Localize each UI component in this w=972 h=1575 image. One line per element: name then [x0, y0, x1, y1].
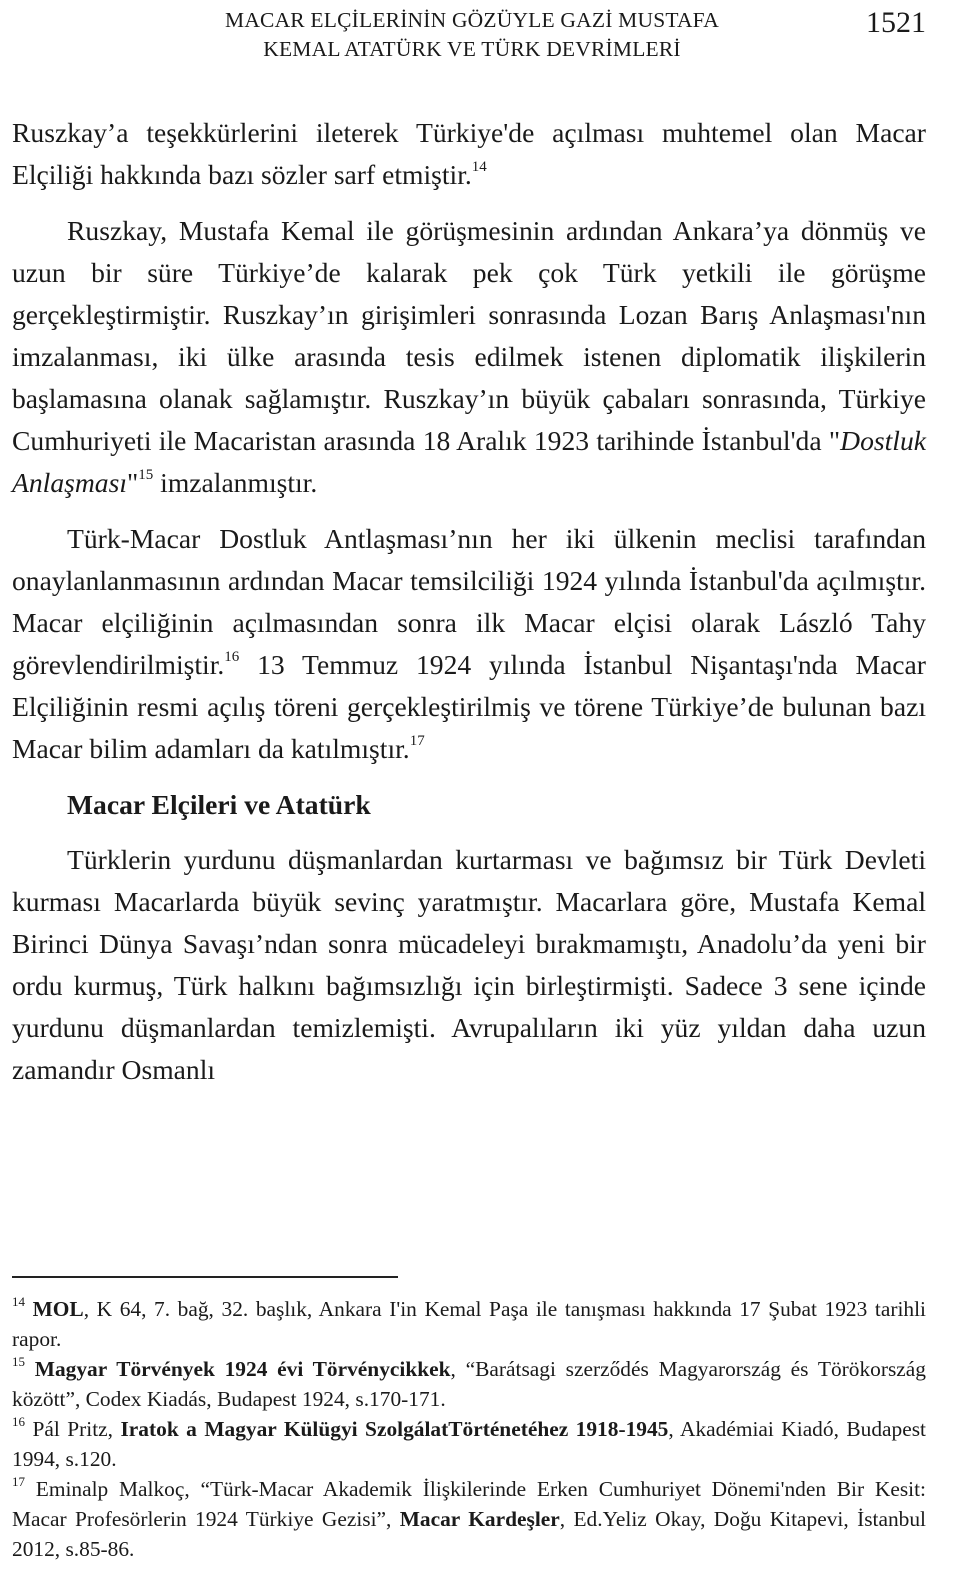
- paragraph-1-text: Ruszkay’a teşekkürlerini ileterek Türkiye'de açılması muhtemel olan Macar Elçiliği hakkında bazı sözler sarf etmiştir.: [12, 117, 926, 190]
- footnote-ref-16: 16: [224, 648, 240, 665]
- footnote-14-number: 14: [12, 1293, 25, 1309]
- footnotes: [12, 1294, 926, 1564]
- footnote-16-text-a: Pál Pritz,: [25, 1417, 121, 1441]
- paragraph-1: [12, 112, 926, 196]
- paragraph-2-text-a: Ruszkay, Mustafa Kemal ile görüşmesinin ardından Ankara’ya dönmüş ve uzun bir süre Türkiye’de kalarak pek çok Türk yetkili ile görüşme gerçekleştirmiştir. Ruszkay’ın girişimleri sonrasında Lozan Barış Anlaşması'nın imzalanması, iki ülke arasında tesis edilmek istenen diplomatik ilişkilerin başlamasına olanak sağlamıştır. Ruszkay’ın büyük çabaları sonrasında, Türkiye Cumhuriyeti ile Macaristan arasında 18 Aralık 1923 tarihinde İstanbul'da ": [12, 215, 926, 456]
- footnote-16-number: 16: [12, 1413, 25, 1429]
- footnote-14: [12, 1294, 926, 1354]
- footnote-ref-17: 17: [409, 732, 425, 749]
- paragraph-3: [12, 518, 926, 770]
- paragraph-3-text-a: Türk-Macar Dostluk Antlaşması’nın her iki ülkenin meclisi tarafından onaylanlanmasının ardından Macar temsilciliği 1924 yılında İstanbul'da açılmıştır. Macar elçiliğinin açılmasından sonra ilk Macar elçisi olarak László Tahy görevlendirilmiştir.: [12, 523, 926, 680]
- footnote-ref-15: 15: [138, 466, 154, 483]
- paragraph-2-text-c: imzalanmıştır.: [153, 467, 318, 498]
- running-header-title: [172, 6, 772, 64]
- paragraph-3-text-b: 13 Temmuz 1924 yılında İstanbul Nişantaşı'nda Macar Elçiliğinin resmi açılış töreni gerçekleştirilmiş ve törene Türkiye’de bulunan bazı Macar bilim adamları da katılmıştır.: [12, 649, 926, 764]
- footnote-17-number: 17: [12, 1473, 25, 1489]
- paragraph-2-text-b: ": [126, 467, 139, 498]
- running-header: [0, 6, 972, 66]
- footnote-15-text: , “Barátsagi szerződés Magyarország és Törökország között”, Codex Kiadás, Budapest 1924, s.170-171.: [12, 1357, 926, 1411]
- paragraph-4: [12, 839, 926, 1091]
- footnote-17: [12, 1474, 926, 1564]
- footnote-15: [12, 1354, 926, 1414]
- main-text: [12, 112, 926, 1091]
- footnote-16-source: Iratok a Magyar Külügyi SzolgálatTörténetéhez 1918-1945: [120, 1417, 669, 1441]
- page-number: 1521: [866, 6, 926, 39]
- footnote-17-text-b: , Ed.Yeliz Okay, Doğu Kitapevi, İstanbul 2012, s.85-86.: [12, 1507, 926, 1561]
- footnote-17-source: Macar Kardeşler: [399, 1507, 560, 1531]
- footnote-16-text-b: , Akadémiai Kiadó, Budapest 1994, s.120.: [12, 1417, 926, 1471]
- footnote-15-number: 15: [12, 1353, 25, 1369]
- paragraph-4-text: Türklerin yurdunu düşmanlardan kurtarması ve bağımsız bir Türk Devleti kurması Macarlarda büyük sevinç yaratmıştır. Macarlara göre, Mustafa Kemal Birinci Dünya Savaşı’ndan sonra mücadeleyi bırakmamıştı, Anadolu’da yeni bir ordu kurmuş, Türk halkını bağımsızlığı için birleştirmişti. Sadece 3 sene içinde yurdunu düşmanlardan temizlemişti. Avrupalıların iki yüz yıldan daha uzun zamandır Osmanlı: [12, 844, 926, 1085]
- header-title-line-1: MACAR ELÇİLERİNİN GÖZÜYLE GAZİ MUSTAFA: [225, 8, 719, 32]
- paragraph-2-italic-title: Dostluk Anlaşması: [12, 425, 926, 498]
- footnote-15-source: Magyar Törvények 1924 évi Törvénycikkek: [34, 1357, 451, 1381]
- footnote-17-text-a: Eminalp Malkoç, “Türk-Macar Akademik İlişkilerinde Erken Cumhuriyet Dönemi'nden Bir Kesit: Macar Profesörlerin 1924 Türkiye Gezisi”,: [12, 1477, 926, 1531]
- header-title-line-2: KEMAL ATATÜRK VE TÜRK DEVRİMLERİ: [263, 37, 681, 61]
- footnote-ref-14: 14: [471, 158, 487, 175]
- footnote-14-text: , K 64, 7. bağ, 32. başlık, Ankara I'in Kemal Paşa ile tanışması hakkında 17 Şubat 1923 tarihli rapor.: [12, 1297, 926, 1351]
- footnote-16: [12, 1414, 926, 1474]
- paragraph-2: [12, 210, 926, 504]
- footnote-divider: [12, 1276, 398, 1278]
- section-heading: Macar Elçileri ve Atatürk: [67, 789, 371, 820]
- footnote-14-source: MOL: [32, 1297, 84, 1321]
